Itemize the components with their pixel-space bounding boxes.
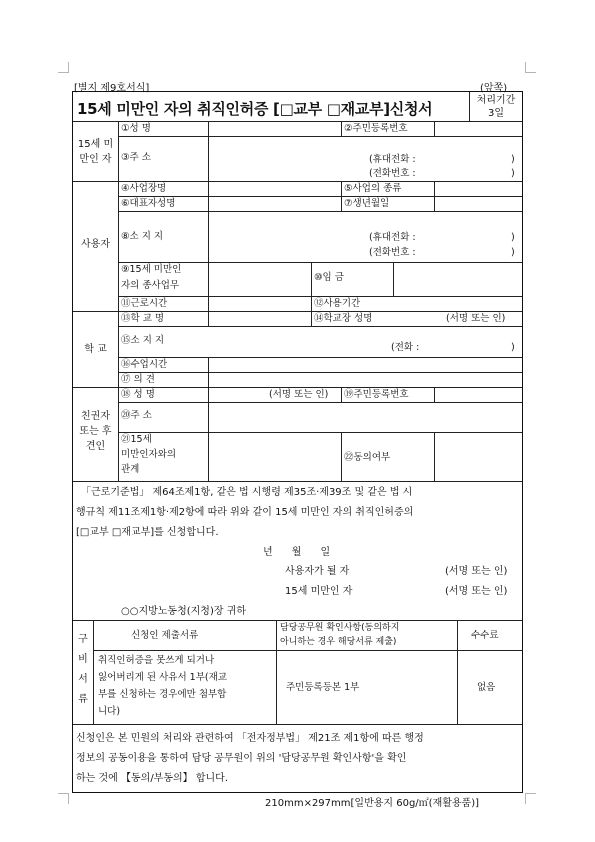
- application-date: 년 월 일: [263, 547, 331, 558]
- crop-mark-bottom-left: [58, 793, 69, 804]
- principal-sign: (서명 또는 인): [446, 313, 506, 324]
- consent-line-3: 하는 것에 【동의/부동의】 합니다.: [76, 773, 229, 784]
- birth-date-label: ⑦생년월일: [344, 198, 390, 209]
- applicant-document: 취직인허증을 못쓰게 되거나 잃어버리게 된 사유서 1부(재교 부를 신청하는 경우에만 첨부합 니다): [98, 655, 227, 717]
- official-document: 주민등록등본 1부: [286, 682, 360, 693]
- minor-rrn-label: ②주민등록번호: [344, 123, 408, 134]
- consent-line-1: 신청인은 본 민원의 처리와 관련하여 「전자정부법」 제21조 제1항에 따른 행정: [76, 733, 424, 744]
- employer-sign: (서명 또는 인): [445, 566, 508, 577]
- minor-mobile-close: ): [511, 154, 515, 165]
- processing-period: [471, 94, 521, 120]
- minor-name-label: ①성 명: [121, 123, 151, 134]
- guardian-rrn-label: ⑲주민등록번호: [344, 389, 409, 400]
- section-guardian: 친권자 또는 후 견인: [79, 411, 112, 452]
- school-phone-close: ): [511, 342, 515, 353]
- employer-mobile-close: ): [511, 232, 515, 243]
- employer-signatory: 사용자가 될 자: [285, 566, 350, 577]
- guardian-sign: (서명 또는 인): [269, 389, 329, 400]
- work-hours-label: ⑪근로시간: [121, 298, 168, 309]
- business-name-label: ④사업장명: [121, 183, 167, 194]
- class-hours-label: ⑯수업시간: [121, 359, 168, 370]
- school-name-label: ⑬학 교 명: [121, 313, 165, 324]
- school-phone-label: (전화 :: [391, 342, 420, 353]
- addressee: ○○지방노동청(지청)장 귀하: [121, 606, 247, 617]
- processing-period-value: 3일: [487, 108, 505, 119]
- minor-address-label: ③주 소: [121, 152, 151, 163]
- guardian-address-label: ⑳주 소: [121, 410, 152, 421]
- business-type-label: ⑤사업의 종류: [344, 183, 402, 194]
- statement-line-3: [□교부 □재교부]를 신청합니다.: [76, 527, 219, 538]
- relation-label-1: ㉑15세: [121, 434, 152, 445]
- applicant-documents-header: 신청인 제출서류: [131, 630, 199, 641]
- paper-spec-footer: 210mm×297mm[일반용지 60g/㎡(재활용품)]: [265, 798, 480, 809]
- application-form: [72, 91, 523, 793]
- processing-period-label: 처리기간: [476, 95, 516, 106]
- relation-label-2: 미만인자와의: [121, 449, 177, 460]
- school-location-label: ⑮소 지 지: [121, 335, 165, 346]
- minor-mobile-label: (휴대전화 :: [369, 154, 416, 165]
- relation-label-3: 관계: [121, 464, 140, 475]
- section-documents: 구 비 서 류: [78, 634, 88, 705]
- official-check-header-1: 담당공무원 확인사항(동의하지: [280, 623, 400, 633]
- fee-value: 없음: [477, 682, 496, 693]
- work-duty-label-1: ⑨15세 미만인: [121, 264, 182, 275]
- crop-mark-top-left: [58, 62, 69, 73]
- wage-label: ⑩임 금: [314, 272, 344, 283]
- representative-name-label: ⑥대표자성명: [121, 198, 176, 209]
- opinion-label: ⑰ 의 견: [121, 374, 155, 385]
- employer-phone-close: ): [511, 247, 515, 258]
- fee-header: 수수료: [471, 630, 499, 641]
- form-number: [별지 제9호서식]: [74, 83, 150, 94]
- statement-line-2: 행규칙 제11조제1항·제2항에 따라 위와 같이 15세 미만인 자의 취직인허증의: [76, 507, 414, 518]
- crop-mark-top-right: [525, 62, 536, 73]
- section-employer: 사용자: [81, 239, 110, 250]
- minor-phone-label: (전화번호 :: [369, 168, 416, 179]
- form-title: 15세 미만인 자의 취직인허증 [□교부 □재교부]신청서: [77, 100, 433, 118]
- crop-mark-bottom-right: [525, 793, 536, 804]
- minor-phone-close: ): [511, 168, 515, 179]
- employer-location-label: ⑧소 지 지: [121, 231, 164, 242]
- section-minor: 15세 미 만인 자: [77, 139, 114, 165]
- employer-mobile-label: (휴대전화 :: [369, 232, 416, 243]
- section-school: 학 교: [84, 344, 107, 355]
- official-check-header-2: 아니하는 경우 해당서류 제출): [280, 637, 397, 647]
- consent-status-label: ㉒동의여부: [344, 452, 391, 463]
- consent-line-2: 정보의 공동이용을 통하여 담당 공무원이 위의 '담당공무원 확인사항'을 확인: [76, 753, 407, 764]
- statement-line-1: 「근로기준법」 제64조제1항, 같은 법 시행령 제35조·제39조 및 같은 법 시: [81, 487, 413, 498]
- minor-sign: (서명 또는 인): [445, 586, 508, 597]
- employer-phone-label: (전화번호 :: [369, 247, 416, 258]
- employment-period-label: ⑫사용기간: [314, 298, 361, 309]
- guardian-name-label: ⑱ 성 명: [121, 389, 155, 400]
- minor-signatory: 15세 미만인 자: [285, 586, 353, 597]
- principal-name-label: ⑭학교장 성명: [314, 313, 373, 324]
- work-duty-label-2: 자의 종사업무: [121, 280, 180, 291]
- page-side-label: (앞쪽): [480, 83, 508, 94]
